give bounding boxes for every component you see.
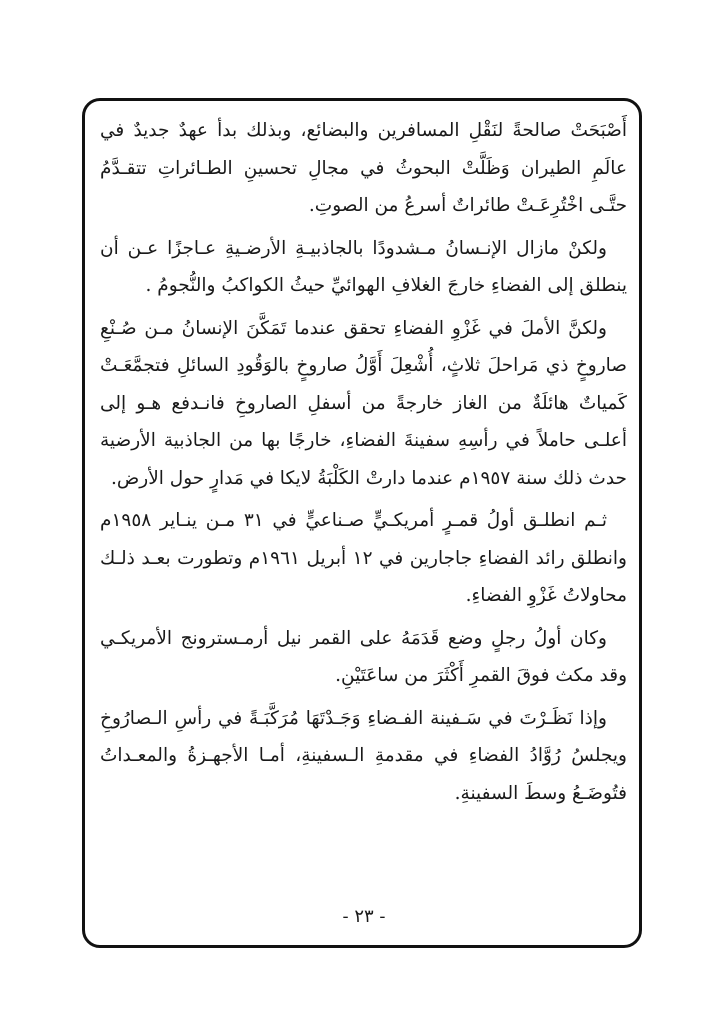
paragraph-1: أَصْبَحَتْ صالحةً لنَقْلِ المسافرين والبضائع، وبذلك بدأ عهدٌ جديدٌ في عالَمِ الطيران وَظَلَّتْ البحوثُ في مجالِ تحسينِ الطـائراتِ تتقـدَّمُ حتَّـى اخْتُرِعَـتْ طائراتٌ أسرعُ من الصوتِ. [100,120,627,216]
paragraph-2: ولكنْ مازال الإنـسانُ مـشدودًا بالجاذبيـةِ الأرضـيةِ عـاجزًا عـن أن ينطلق إلى الفضاءِ خارجَ الغلافِ الهوائيِّ حيثُ الكواكبُ والنُّجومُ . [100,237,627,296]
paragraph-5: وكان أولُ رجلٍ وضع قَدَمَهُ على القمر نيل أرمـسترونج الأمريكـي وقد مكث فوقَ القمرِ أَكْثَرَ من ساعَتَيْنِ. [100,627,627,686]
paragraph-3: ولكنَّ الأملَ في غَزْوِ الفضاءِ تحقق عندما تَمَكَّنَ الإنسانُ مـن صُـنْعِ صاروخٍ ذي مَراحلَ ثلاثٍ، أُشْعِلَ أَوَّلُ صاروخٍ بالوَقُودِ السائلِ فتجمَّعَـتْ كَمياتٌ هائلَةٌ من الغاز خارجةً من أسفلِ الصاروخِ فانـدفع هـو إلى أعلـى حاملاً في رأسِهِ سفينةَ الفضاءِ، خارجًا بها من الجاذبية الأرضية حدث ذلك سنة ١٩٥٧م عندما دارتْ الكَلْبَةُ لايكا في مَدارٍ حول الأرض. [100,317,627,489]
body-text [100,112,627,817]
page-number: - ٢٣ - [342,906,386,927]
paragraph-6: وإذا نَظَـرْتَ في سَـفينة الفـضاءِ وَجَـدْتَهَا مُرَكَّبَـةً في رأسِ الـصارُوخِ ويجلسُ رُوَّادُ الفضاءِ في مقدمةِ الـسفينةِ، أمـا الأجهـزةُ والمعـداتُ فتُوضَـعُ وسطَ السفينةِ. [100,707,627,804]
paragraph-4: ثـم انطلـق أولُ قمـرٍ أمريكـيٍّ صـناعيٍّ في ٣١ مـن ينـاير ١٩٥٨م وانطلق رائد الفضاءِ جاجارين في ١٢ أبريل ١٩٦١م وتطورت بعـد ذلـك محاولاتُ غَزْوِ الفضاءِ. [100,510,627,606]
